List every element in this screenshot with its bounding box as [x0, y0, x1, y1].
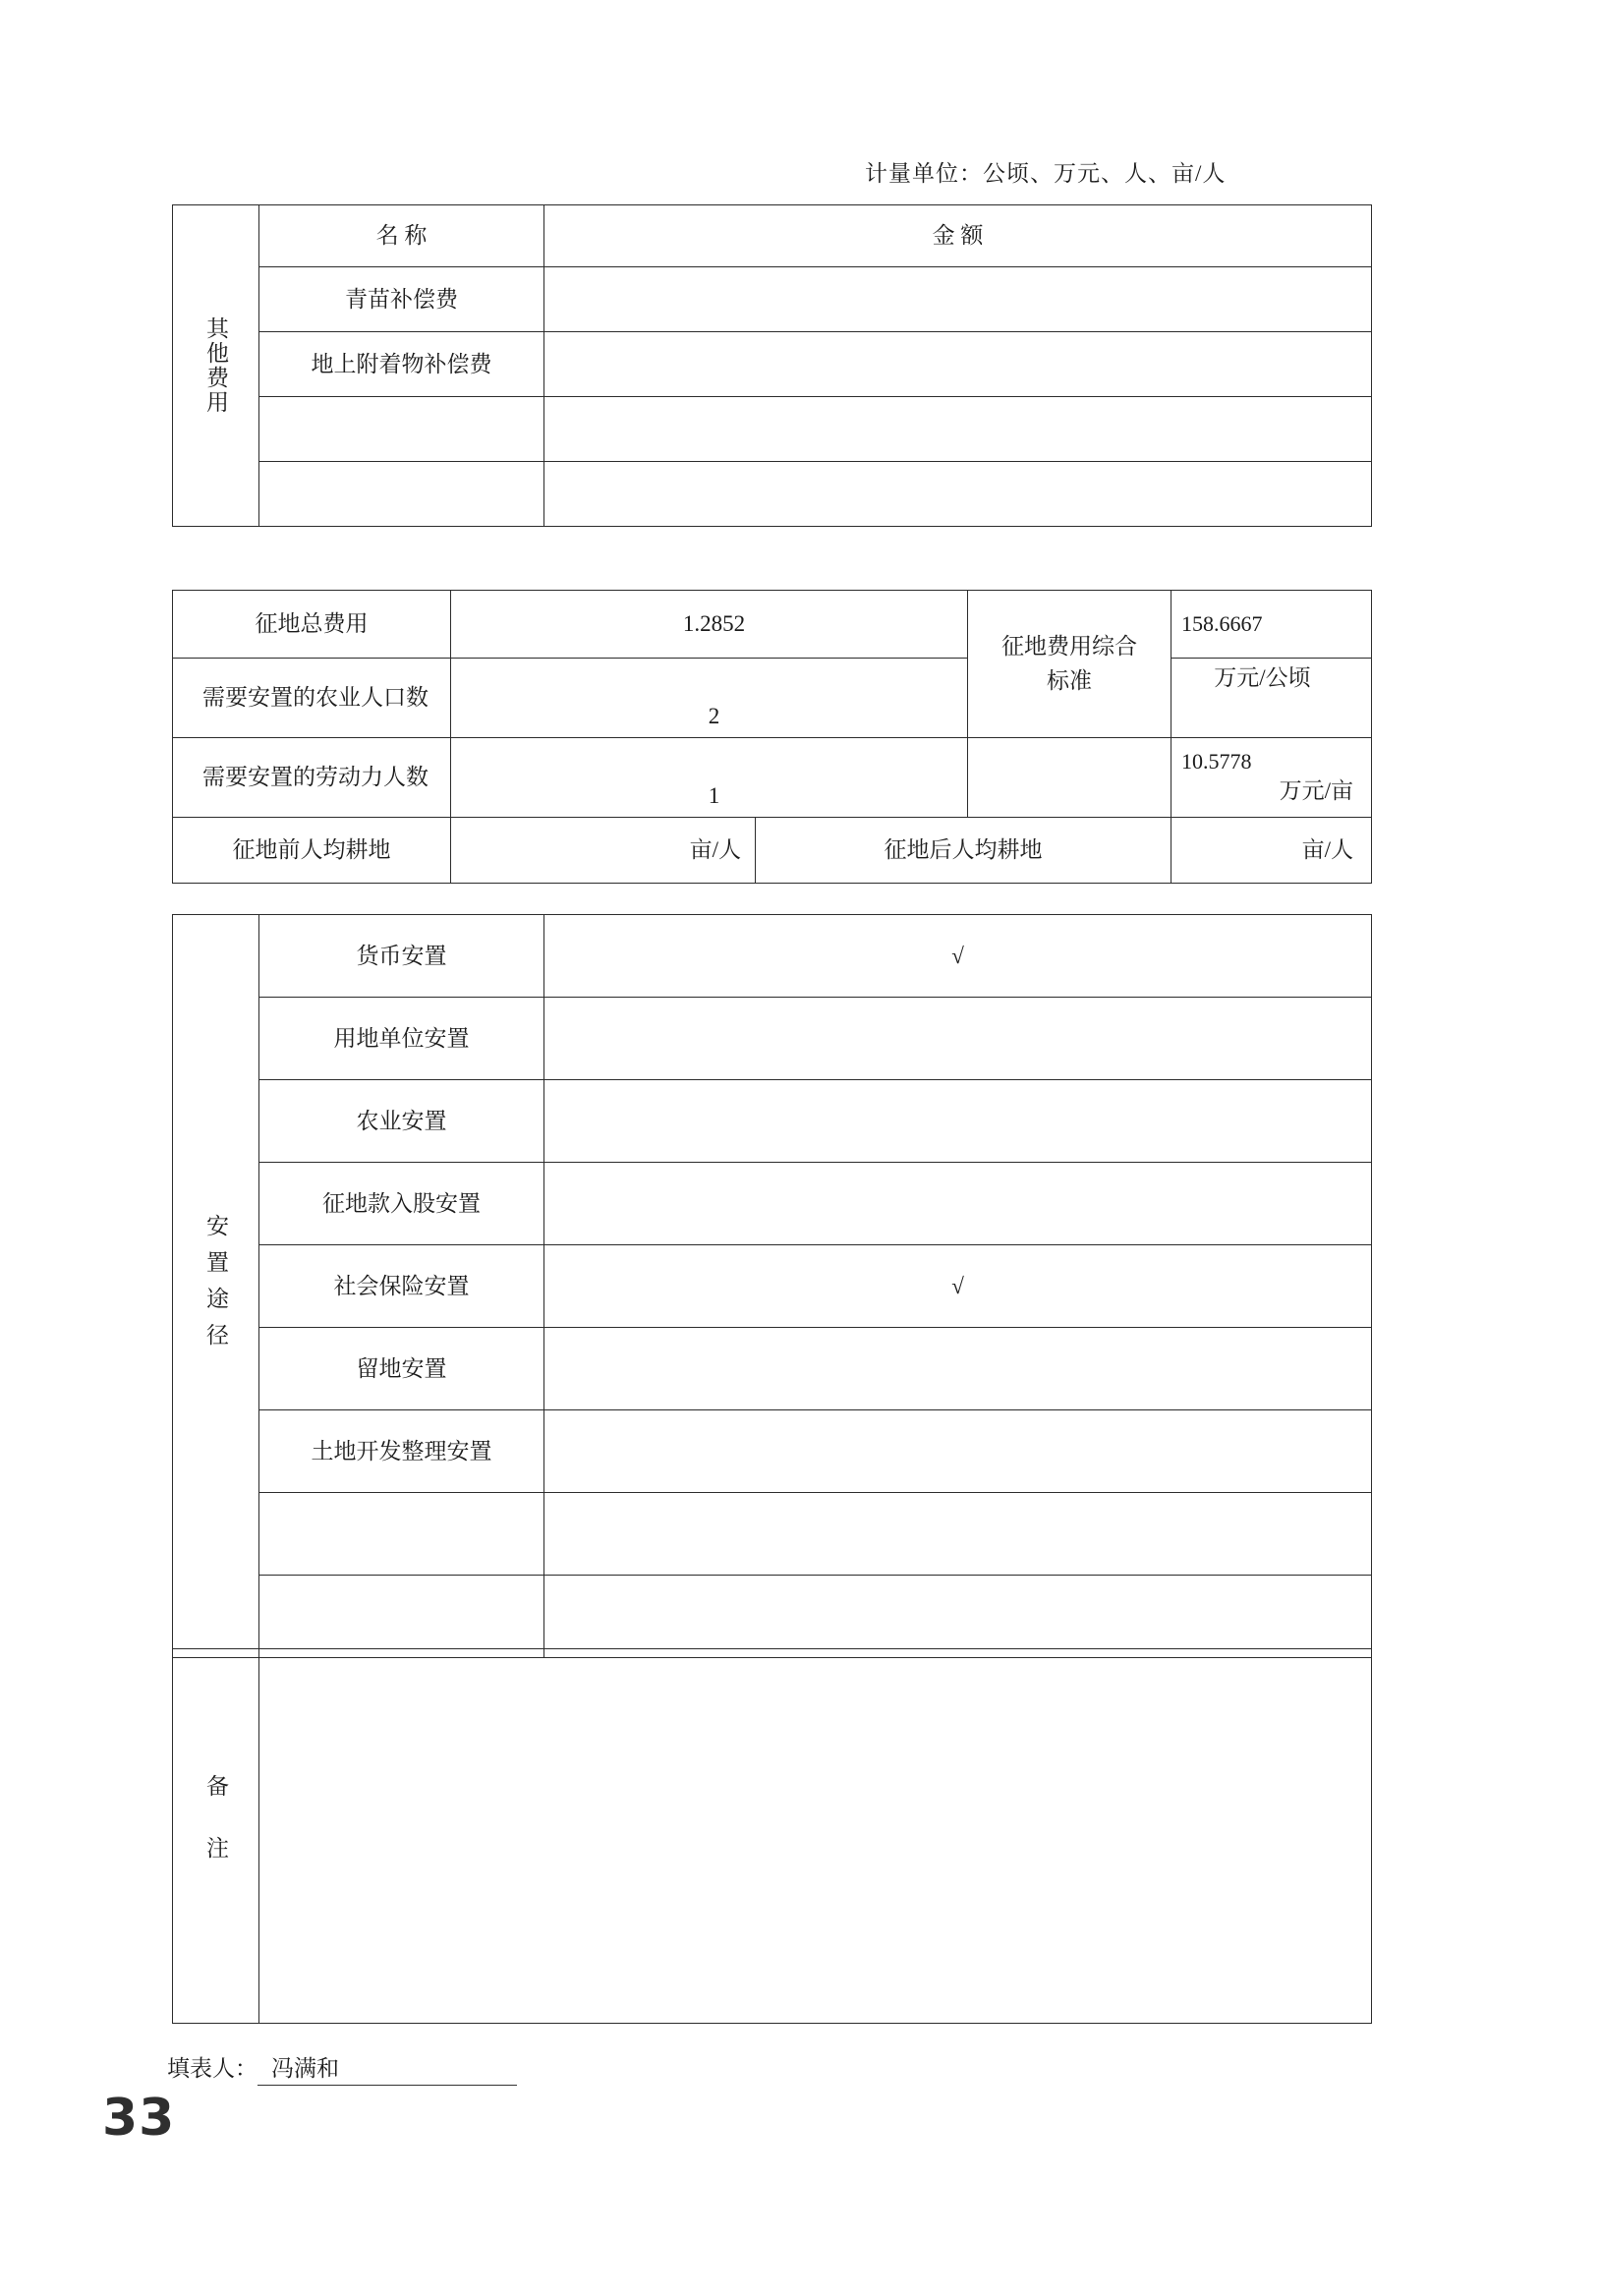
table-row [173, 818, 1372, 884]
header-amount: 金 额 [544, 205, 1372, 267]
fee-amount-cell[interactable] [544, 267, 1372, 332]
agri-population-label [173, 659, 451, 738]
resettlement-option-mark[interactable] [544, 1576, 1372, 1658]
remarks-label: 备注 [173, 1649, 259, 2024]
resettlement-option-mark[interactable] [544, 1493, 1372, 1576]
fee-name-cell[interactable] [259, 397, 544, 462]
resettlement-option-label: 社会保险安置 [259, 1245, 544, 1328]
fee-name-cell: 青苗补偿费 [259, 267, 544, 332]
filler-name[interactable]: 冯满和 [257, 2050, 517, 2086]
standard-value-2[interactable]: 10.5778 [1181, 748, 1252, 774]
resettlement-option-mark[interactable]: √ [544, 915, 1372, 998]
table-row [173, 205, 1372, 267]
fee-amount-cell[interactable] [544, 462, 1372, 527]
labor-population-label-text: 需要安置的劳动力人数 [202, 764, 429, 789]
table-row [173, 1576, 1372, 1658]
table-row [173, 1245, 1372, 1328]
before-cultivated-label: 征地前人均耕地 [173, 818, 451, 884]
resettlement-option-mark[interactable] [544, 1410, 1372, 1493]
other-fees-row-label: 其他费用 [173, 205, 259, 527]
resettlement-option-label[interactable] [259, 1493, 544, 1576]
table-row [173, 738, 1372, 818]
resettlement-option-label[interactable] [259, 1576, 544, 1658]
resettlement-option-label: 土地开发整理安置 [259, 1410, 544, 1493]
table-row [173, 998, 1372, 1080]
resettlement-option-mark[interactable] [544, 1163, 1372, 1245]
resettlement-option-mark[interactable] [544, 1328, 1372, 1410]
before-cultivated-unit: 亩/人 [689, 837, 741, 863]
fee-amount-cell[interactable] [544, 332, 1372, 397]
filler-line [167, 2050, 517, 2086]
table-row [173, 1080, 1372, 1163]
resettlement-table [172, 914, 1372, 1658]
table-row [173, 659, 1372, 738]
table-row [173, 397, 1372, 462]
resettlement-option-mark[interactable] [544, 1080, 1372, 1163]
after-cultivated-unit: 亩/人 [1301, 837, 1353, 863]
header-name: 名 称 [259, 205, 544, 267]
resettlement-row-label: 安置途径 [173, 915, 259, 1658]
table-row [173, 1410, 1372, 1493]
standard-value-1[interactable]: 158.6667 [1181, 611, 1263, 637]
standard-label-filler [968, 738, 1171, 818]
standard-unit-1: 万元/公顷 [1171, 659, 1372, 738]
standard-value-1-cell[interactable] [1171, 591, 1372, 659]
table-row [173, 462, 1372, 527]
resettlement-option-label: 用地单位安置 [259, 998, 544, 1080]
fee-name-cell: 地上附着物补偿费 [259, 332, 544, 397]
other-fees-table [172, 204, 1372, 527]
table-row [173, 1649, 1372, 2024]
fee-amount-cell[interactable] [544, 397, 1372, 462]
agri-population-label-text: 需要安置的农业人口数 [202, 684, 429, 710]
table-row [173, 591, 1372, 659]
remarks-table [172, 1648, 1372, 2024]
resettlement-option-mark[interactable] [544, 998, 1372, 1080]
total-fee-label: 征地总费用 [173, 591, 451, 659]
resettlement-option-mark[interactable]: √ [544, 1245, 1372, 1328]
units-note: 计量单位：公顷、万元、人、亩/人 [865, 161, 1227, 186]
remarks-content[interactable] [259, 1649, 1372, 2024]
resettlement-option-label: 农业安置 [259, 1080, 544, 1163]
resettlement-option-label: 货币安置 [259, 915, 544, 998]
filler-label: 填表人： [167, 2056, 257, 2081]
resettlement-option-label: 征地款入股安置 [259, 1163, 544, 1245]
after-cultivated-label: 征地后人均耕地 [756, 818, 1171, 884]
table-row [173, 915, 1372, 998]
table-row [173, 267, 1372, 332]
agri-population-value[interactable]: 2 [451, 659, 968, 738]
standard-label-text: 征地费用综合标准 [1001, 634, 1137, 693]
table-row [173, 1493, 1372, 1576]
summary-table [172, 590, 1372, 884]
table-row [173, 332, 1372, 397]
after-cultivated-value-cell[interactable] [1171, 818, 1372, 884]
standard-unit-2: 万元/亩 [1279, 778, 1353, 804]
page-number: 33 [102, 2089, 176, 2148]
standard-label [968, 591, 1171, 738]
before-cultivated-value-cell[interactable] [451, 818, 756, 884]
fee-name-cell[interactable] [259, 462, 544, 527]
table-row [173, 1163, 1372, 1245]
labor-population-label [173, 738, 451, 818]
resettlement-option-label: 留地安置 [259, 1328, 544, 1410]
table-row [173, 1328, 1372, 1410]
total-fee-value[interactable]: 1.2852 [451, 591, 968, 659]
labor-population-value[interactable]: 1 [451, 738, 968, 818]
standard-value-2-cell[interactable] [1171, 738, 1372, 818]
